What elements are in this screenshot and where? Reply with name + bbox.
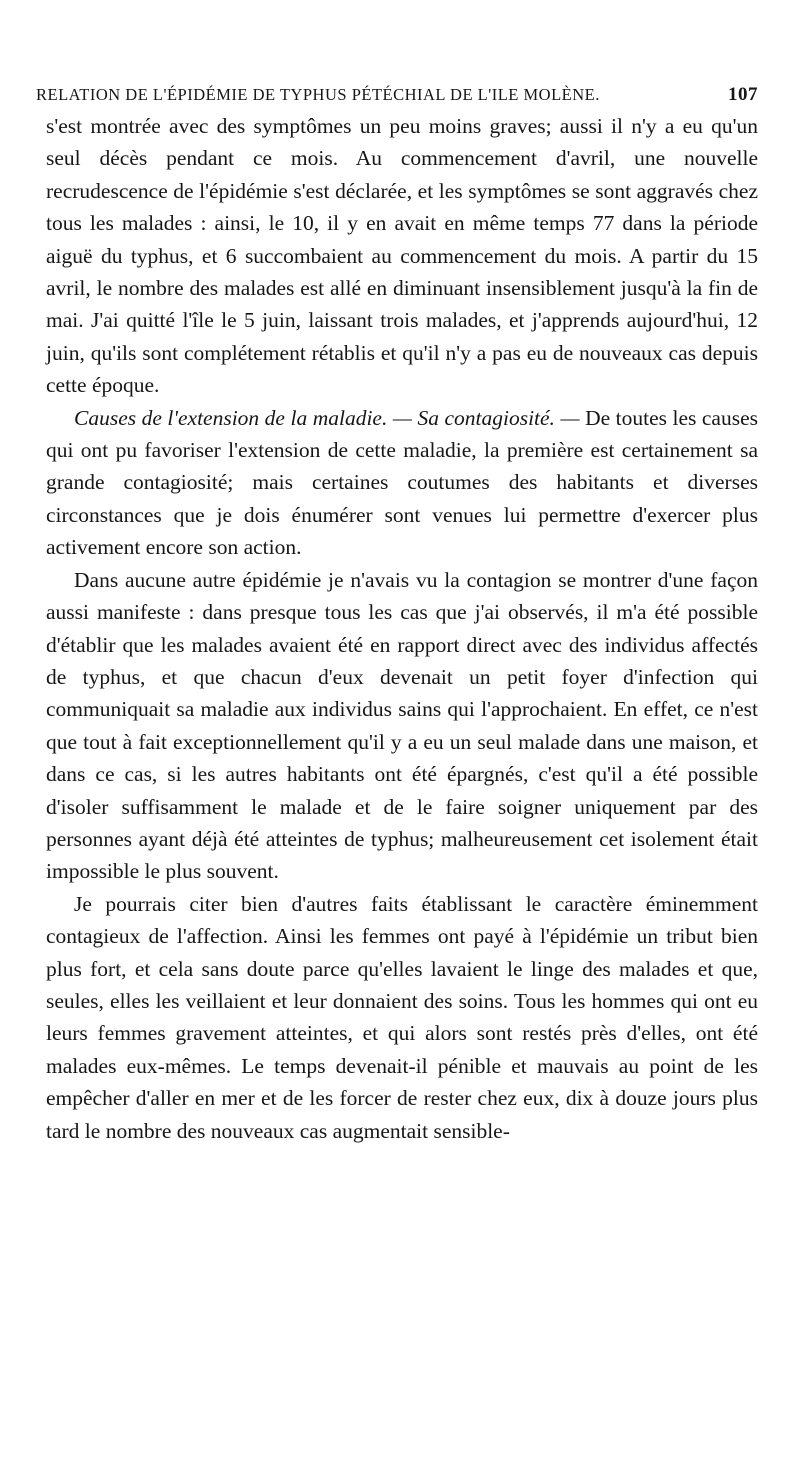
running-title: RELATION DE L'ÉPIDÉMIE DE TYPHUS PÉTÉCHIAL DE L'ILE MOLÈNE. <box>36 85 600 104</box>
page-body <box>46 110 758 1147</box>
paragraph-causes-text: De toutes les causes qui ont pu favoriser l'extension de cette maladie, la première est certainement sa grande contagiosité; mais certaines coutumes des habitants et diverses circonstances que je dois énumérer sont venues lui permettre d'exercer plus activement encore son action. <box>46 405 758 560</box>
paragraph-contagion: Dans aucune autre épidémie je n'avais vu la contagion se montrer d'une façon aussi manifeste : dans presque tous les cas que j'ai observés, il m'a été possible d'établir que les malades avaient été en rapport direct avec des individus affectés de typhus, et que chacun d'eux devenait un petit foyer d'infection qui communiquait sa maladie aux individus sains qui l'approchaient. En effet, ce n'est que tout à fait exceptionnellement qu'il y a eu un seul malade dans une maison, et dans ce cas, si les autres habitants ont été épargnés, c'est qu'il a été possible d'isoler suffisamment le malade et de le faire soigner uniquement par des personnes ayant déjà été atteintes de typhus; malheureusement cet isolement était impossible le plus souvent. <box>46 567 758 884</box>
book-page <box>36 84 758 1147</box>
section-heading: Causes de l'extension de la maladie. — Sa contagiosité. — <box>74 405 580 430</box>
paragraph-facts: Je pourrais citer bien d'autres faits établissant le caractère éminemment contagieux de l'affection. Ainsi les femmes ont payé à l'épidémie un tribut bien plus fort, et cela sans doute parce qu'elles lavaient le linge des malades et que, seules, elles les veillaient et leur donnaient des soins. Tous les hommes qui ont eu leurs femmes gravement atteintes, et qui alors sont restés près d'elles, ont été malades eux-mêmes. Le temps devenait-il pénible et mauvais au point de les empêcher d'aller en mer et de les forcer de rester chez eux, dix à douze jours plus tard le nombre des nouveaux cas augmentait sensible- <box>46 891 758 1143</box>
paragraph-causes <box>46 402 758 564</box>
running-header <box>36 84 758 106</box>
paragraph-continuation: s'est montrée avec des symptômes un peu moins graves; aussi il n'y a eu qu'un seul décès pendant ce mois. Au commencement d'avril, une nouvelle recrudescence de l'épidémie s'est déclarée, et les symptômes se sont aggravés chez tous les malades : ainsi, le 10, il y en avait en même temps 77 dans la période aiguë du typhus, et 6 succombaient au commencement du mois. A partir du 15 avril, le nombre des malades est allé en diminuant insensiblement jusqu'à la fin de mai. J'ai quitté l'île le 5 juin, laissant trois malades, et j'apprends aujourd'hui, 12 juin, qu'ils sont complétement rétablis et qu'il n'y a pas eu de nouveaux cas depuis cette époque. <box>46 114 758 398</box>
page-number: 107 <box>728 84 758 105</box>
